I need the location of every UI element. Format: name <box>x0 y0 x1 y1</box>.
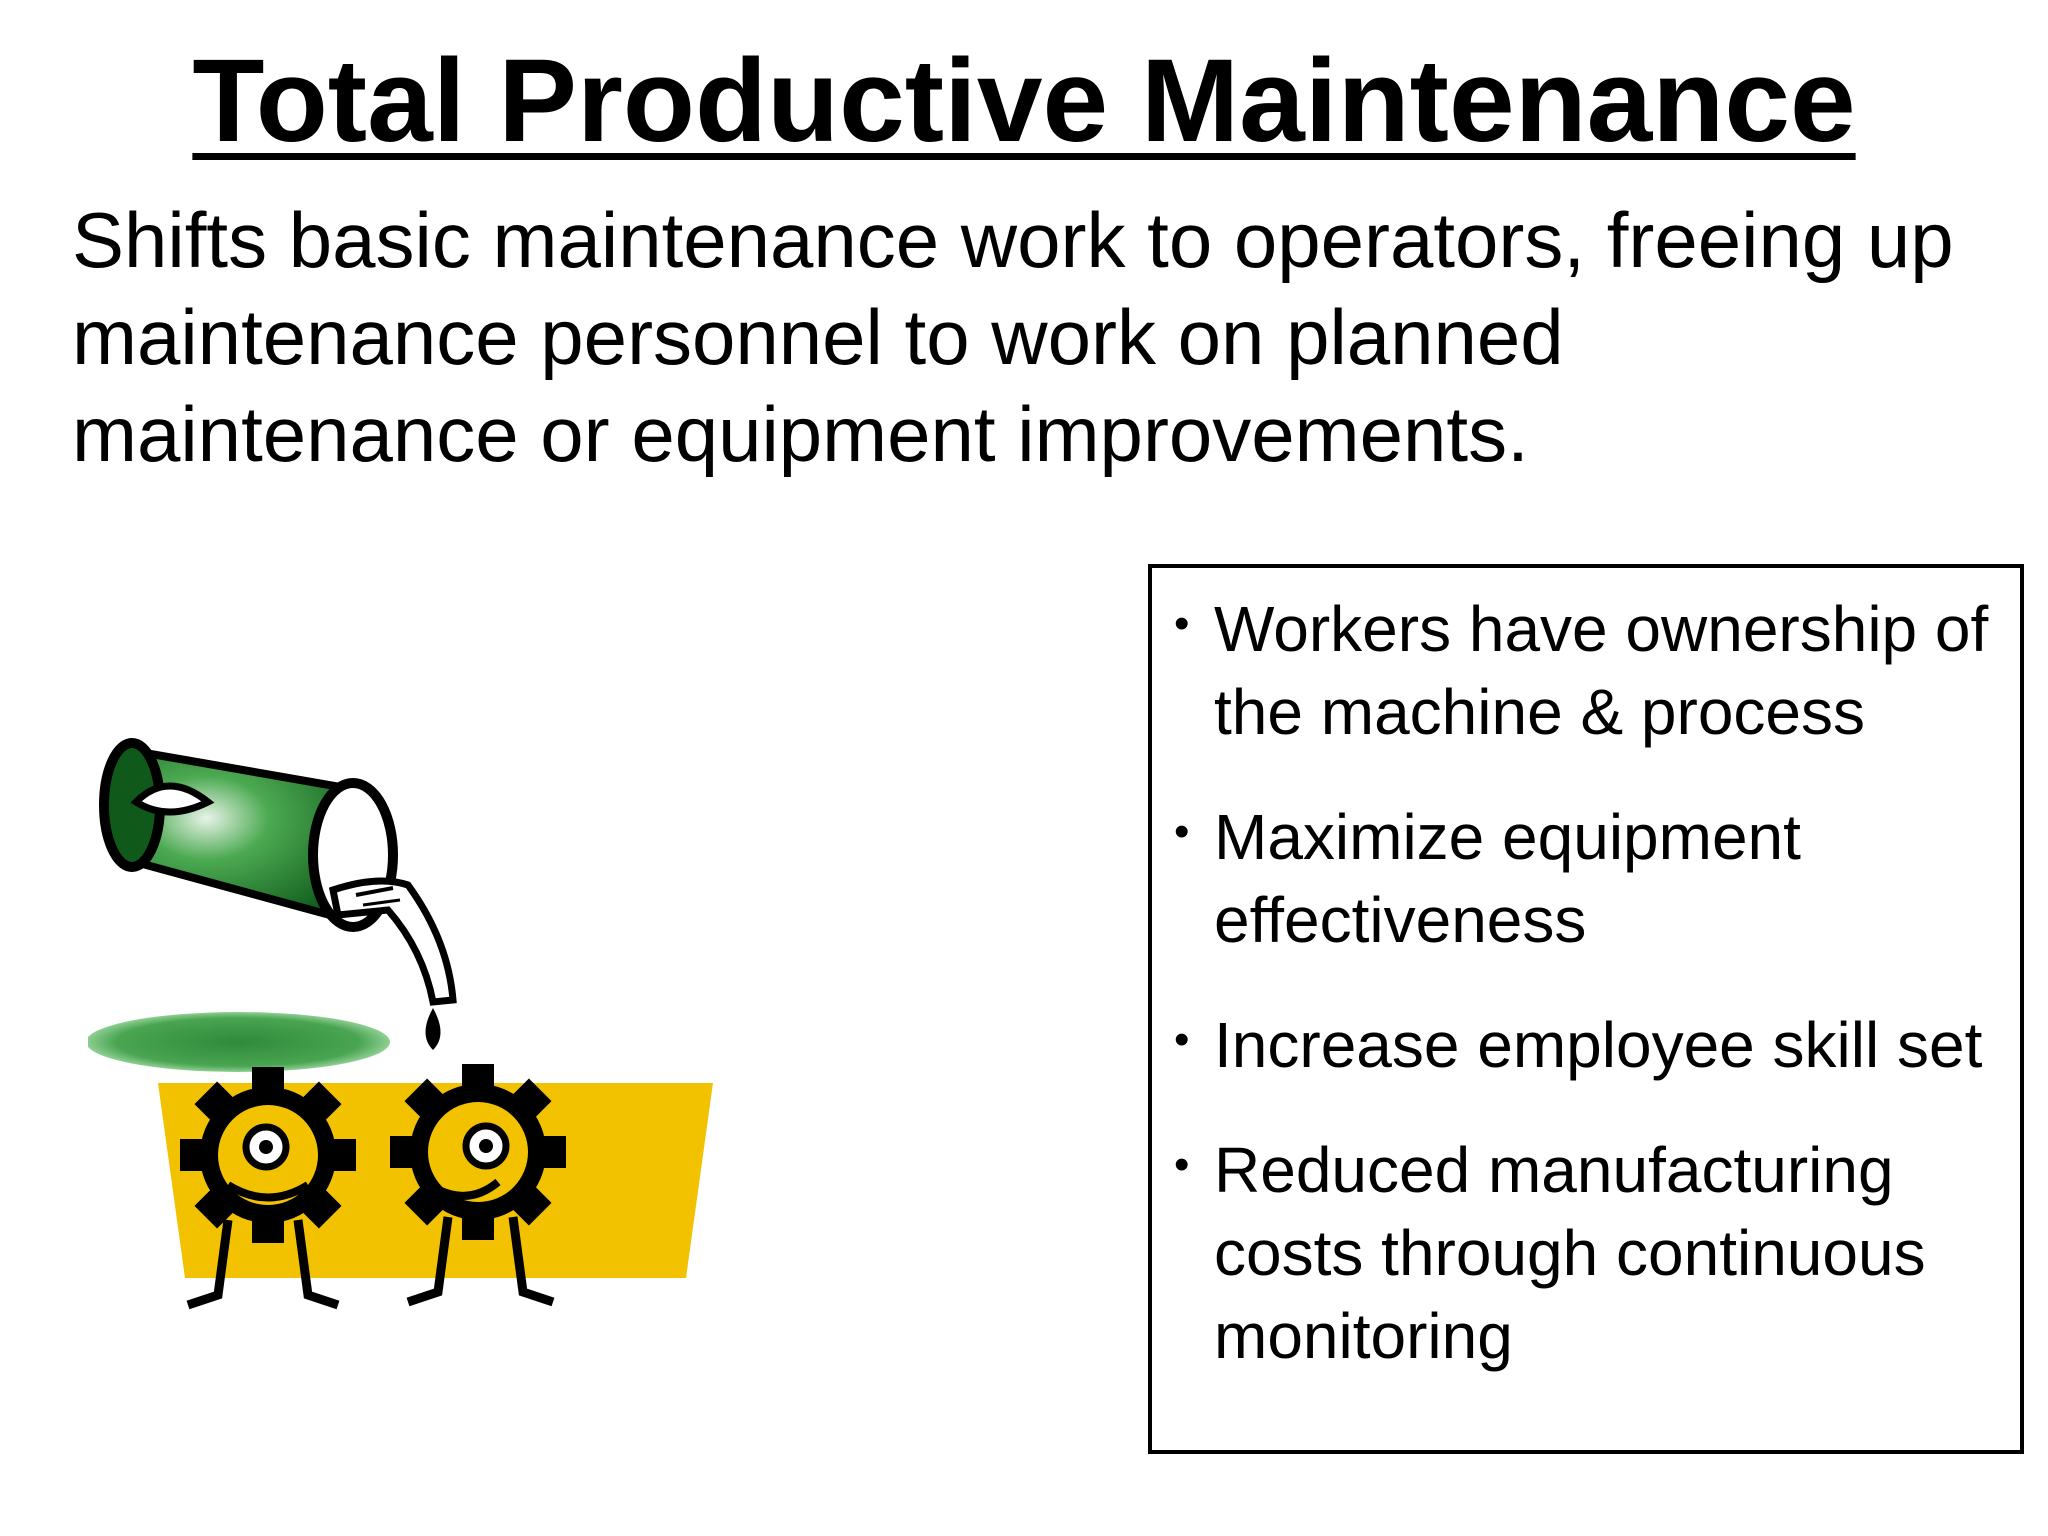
benefits-list <box>1172 588 2004 1378</box>
bullet-icon: • <box>1174 1140 1190 1189</box>
oil-can-icon <box>104 743 453 1050</box>
oil-can-gears-illustration <box>88 690 728 1330</box>
benefit-item <box>1172 588 2004 754</box>
slide-title-text: Total Productive Maintenance <box>192 35 1856 167</box>
benefit-text: Reduced manufacturing costs through continuous monitoring <box>1214 1134 1926 1372</box>
benefit-text: Maximize equipment effectiveness <box>1214 801 1801 956</box>
benefit-item <box>1172 796 2004 962</box>
benefit-text: Increase employee skill set <box>1214 1009 1983 1081</box>
oil-puddle <box>88 1012 390 1072</box>
benefit-item <box>1172 1129 2004 1378</box>
benefits-box <box>1148 564 2024 1454</box>
intro-paragraph: Shifts basic maintenance work to operators, freeing up maintenance personnel to work on planned maintenance or equipment improvements. <box>72 196 1954 478</box>
slide-title <box>0 36 2048 166</box>
benefit-text: Workers have ownership of the machine & process <box>1214 593 1989 748</box>
benefit-item <box>1172 1004 2004 1087</box>
bullet-icon: • <box>1174 807 1190 856</box>
bullet-icon: • <box>1174 599 1190 648</box>
bullet-icon: • <box>1174 1015 1190 1064</box>
